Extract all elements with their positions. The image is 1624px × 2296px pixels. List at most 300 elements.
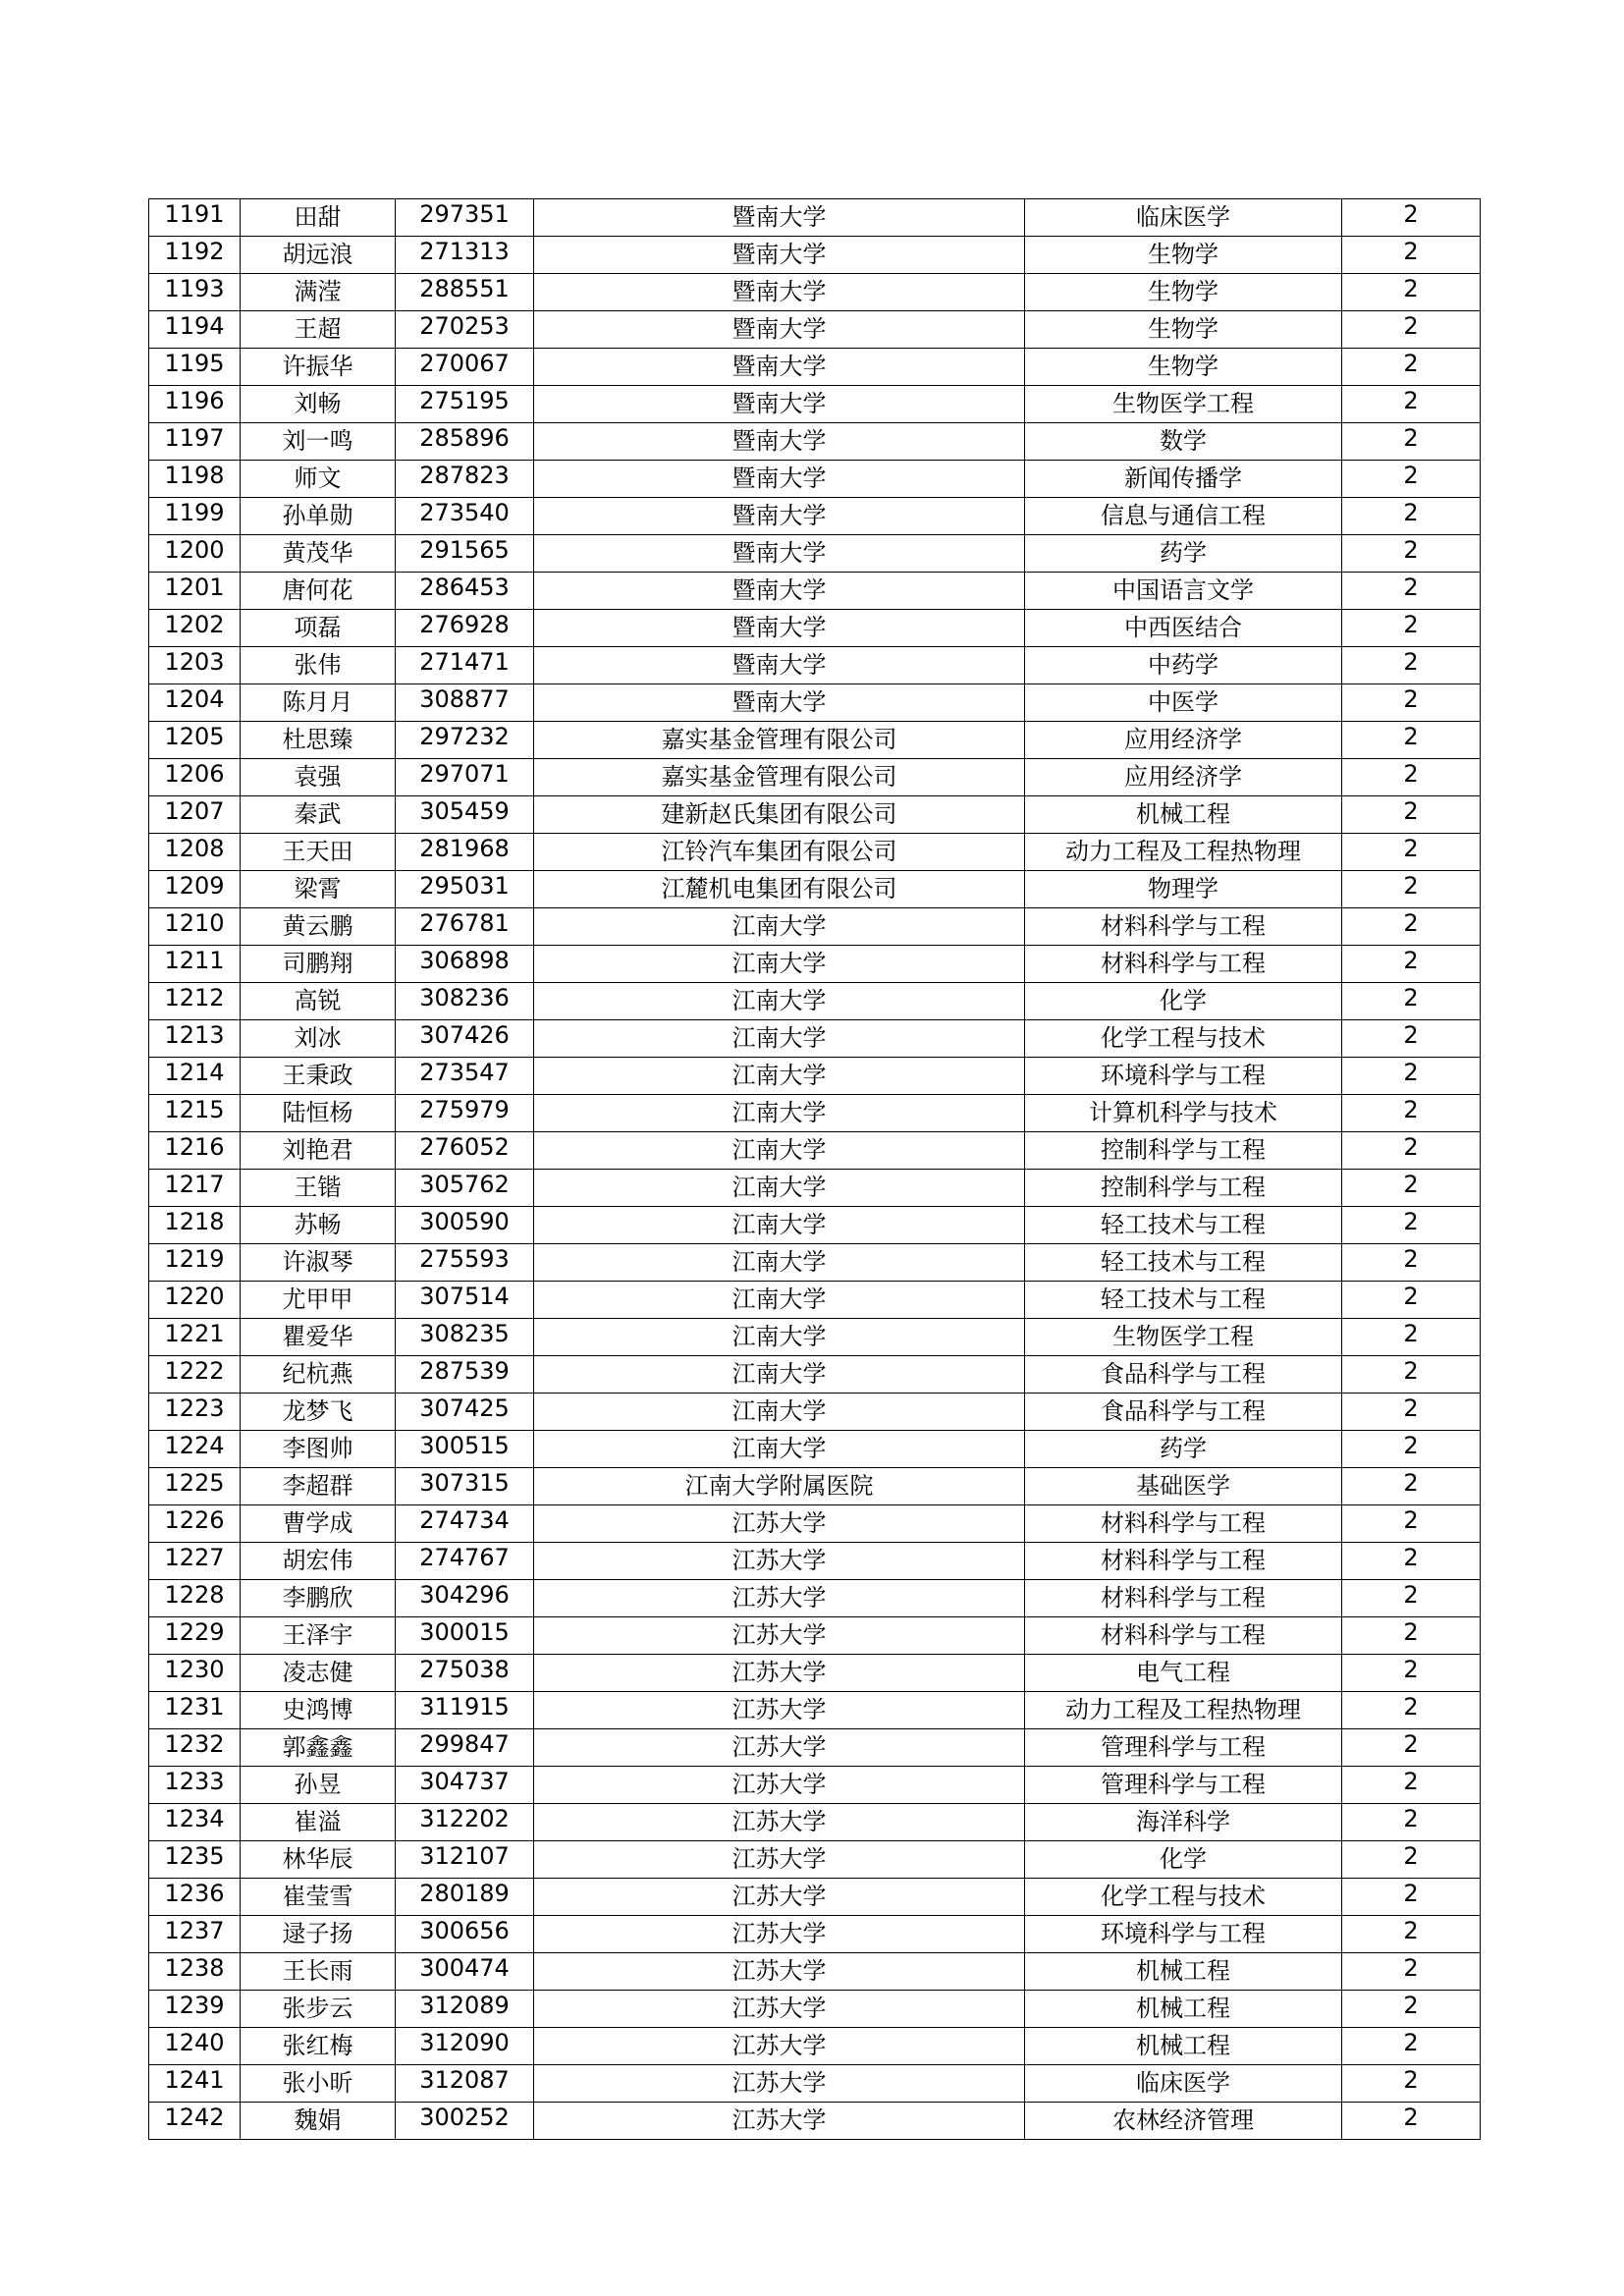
row-number-cell: 1220 bbox=[149, 1282, 241, 1319]
unit-cell: 暨南大学 bbox=[534, 349, 1025, 386]
row-number-cell: 1230 bbox=[149, 1655, 241, 1692]
major-cell: 控制科学与工程 bbox=[1025, 1132, 1342, 1170]
name-cell: 瞿爱华 bbox=[241, 1319, 396, 1356]
count-cell: 2 bbox=[1342, 1804, 1481, 1841]
major-cell: 生物医学工程 bbox=[1025, 386, 1342, 423]
count-cell: 2 bbox=[1342, 1468, 1481, 1505]
row-number-cell: 1218 bbox=[149, 1207, 241, 1244]
count-cell: 2 bbox=[1342, 908, 1481, 946]
table-row bbox=[149, 2028, 1481, 2065]
count-cell: 2 bbox=[1342, 1991, 1481, 2028]
unit-cell: 江南大学 bbox=[534, 1058, 1025, 1095]
major-cell: 生物学 bbox=[1025, 274, 1342, 311]
count-cell: 2 bbox=[1342, 535, 1481, 573]
id-cell: 275195 bbox=[396, 386, 534, 423]
count-cell: 2 bbox=[1342, 722, 1481, 759]
count-cell: 2 bbox=[1342, 1953, 1481, 1991]
table-row bbox=[149, 274, 1481, 311]
table-row bbox=[149, 1953, 1481, 1991]
row-number-cell: 1222 bbox=[149, 1356, 241, 1394]
major-cell: 材料科学与工程 bbox=[1025, 1543, 1342, 1580]
major-cell: 材料科学与工程 bbox=[1025, 1617, 1342, 1655]
id-cell: 300015 bbox=[396, 1617, 534, 1655]
unit-cell: 江南大学 bbox=[534, 1095, 1025, 1132]
row-number-cell: 1232 bbox=[149, 1729, 241, 1767]
count-cell: 2 bbox=[1342, 237, 1481, 274]
count-cell: 2 bbox=[1342, 1729, 1481, 1767]
unit-cell: 暨南大学 bbox=[534, 461, 1025, 498]
id-cell: 291565 bbox=[396, 535, 534, 573]
unit-cell: 江铃汽车集团有限公司 bbox=[534, 834, 1025, 871]
unit-cell: 江南大学 bbox=[534, 1356, 1025, 1394]
unit-cell: 江南大学 bbox=[534, 1282, 1025, 1319]
major-cell: 海洋科学 bbox=[1025, 1804, 1342, 1841]
table-row bbox=[149, 1692, 1481, 1729]
unit-cell: 暨南大学 bbox=[534, 386, 1025, 423]
unit-cell: 江苏大学 bbox=[534, 1617, 1025, 1655]
major-cell: 临床医学 bbox=[1025, 199, 1342, 237]
count-cell: 2 bbox=[1342, 349, 1481, 386]
table-row bbox=[149, 1394, 1481, 1431]
count-cell: 2 bbox=[1342, 1394, 1481, 1431]
row-number-cell: 1242 bbox=[149, 2103, 241, 2140]
table-row bbox=[149, 1058, 1481, 1095]
table-row bbox=[149, 1767, 1481, 1804]
major-cell: 中药学 bbox=[1025, 647, 1342, 684]
table-row bbox=[149, 1095, 1481, 1132]
major-cell: 材料科学与工程 bbox=[1025, 1505, 1342, 1543]
name-cell: 张小昕 bbox=[241, 2065, 396, 2103]
row-number-cell: 1205 bbox=[149, 722, 241, 759]
major-cell: 化学 bbox=[1025, 983, 1342, 1020]
id-cell: 276052 bbox=[396, 1132, 534, 1170]
id-cell: 300590 bbox=[396, 1207, 534, 1244]
id-cell: 307514 bbox=[396, 1282, 534, 1319]
name-cell: 唐何花 bbox=[241, 573, 396, 610]
unit-cell: 暨南大学 bbox=[534, 199, 1025, 237]
name-cell: 魏娟 bbox=[241, 2103, 396, 2140]
table-body bbox=[149, 199, 1481, 2140]
name-cell: 杜思臻 bbox=[241, 722, 396, 759]
major-cell: 新闻传播学 bbox=[1025, 461, 1342, 498]
id-cell: 275979 bbox=[396, 1095, 534, 1132]
table-row bbox=[149, 796, 1481, 834]
table-row bbox=[149, 610, 1481, 647]
count-cell: 2 bbox=[1342, 274, 1481, 311]
id-cell: 295031 bbox=[396, 871, 534, 908]
count-cell: 2 bbox=[1342, 1505, 1481, 1543]
id-cell: 271471 bbox=[396, 647, 534, 684]
major-cell: 物理学 bbox=[1025, 871, 1342, 908]
unit-cell: 江南大学附属医院 bbox=[534, 1468, 1025, 1505]
major-cell: 化学 bbox=[1025, 1841, 1342, 1879]
table-row bbox=[149, 1207, 1481, 1244]
id-cell: 312089 bbox=[396, 1991, 534, 2028]
row-number-cell: 1227 bbox=[149, 1543, 241, 1580]
row-number-cell: 1231 bbox=[149, 1692, 241, 1729]
table-row bbox=[149, 573, 1481, 610]
row-number-cell: 1200 bbox=[149, 535, 241, 573]
table-row bbox=[149, 1543, 1481, 1580]
table-row bbox=[149, 983, 1481, 1020]
name-cell: 黄茂华 bbox=[241, 535, 396, 573]
table-row bbox=[149, 386, 1481, 423]
count-cell: 2 bbox=[1342, 1767, 1481, 1804]
table-row bbox=[149, 2103, 1481, 2140]
major-cell: 轻工技术与工程 bbox=[1025, 1244, 1342, 1282]
unit-cell: 江南大学 bbox=[534, 983, 1025, 1020]
id-cell: 270067 bbox=[396, 349, 534, 386]
name-cell: 秦武 bbox=[241, 796, 396, 834]
table-row bbox=[149, 871, 1481, 908]
name-cell: 尤甲甲 bbox=[241, 1282, 396, 1319]
row-number-cell: 1226 bbox=[149, 1505, 241, 1543]
count-cell: 2 bbox=[1342, 1916, 1481, 1953]
row-number-cell: 1229 bbox=[149, 1617, 241, 1655]
name-cell: 逯子扬 bbox=[241, 1916, 396, 1953]
table-row bbox=[149, 647, 1481, 684]
count-cell: 2 bbox=[1342, 1207, 1481, 1244]
row-number-cell: 1234 bbox=[149, 1804, 241, 1841]
major-cell: 生物学 bbox=[1025, 237, 1342, 274]
id-cell: 281968 bbox=[396, 834, 534, 871]
id-cell: 300515 bbox=[396, 1431, 534, 1468]
unit-cell: 江苏大学 bbox=[534, 1953, 1025, 1991]
table-row bbox=[149, 1319, 1481, 1356]
row-number-cell: 1216 bbox=[149, 1132, 241, 1170]
name-cell: 孙单勋 bbox=[241, 498, 396, 535]
row-number-cell: 1196 bbox=[149, 386, 241, 423]
count-cell: 2 bbox=[1342, 1655, 1481, 1692]
count-cell: 2 bbox=[1342, 199, 1481, 237]
unit-cell: 江南大学 bbox=[534, 946, 1025, 983]
name-cell: 李鹏欣 bbox=[241, 1580, 396, 1617]
major-cell: 化学工程与技术 bbox=[1025, 1020, 1342, 1058]
major-cell: 生物学 bbox=[1025, 311, 1342, 349]
count-cell: 2 bbox=[1342, 1170, 1481, 1207]
unit-cell: 江苏大学 bbox=[534, 1879, 1025, 1916]
count-cell: 2 bbox=[1342, 498, 1481, 535]
unit-cell: 暨南大学 bbox=[534, 573, 1025, 610]
row-number-cell: 1210 bbox=[149, 908, 241, 946]
unit-cell: 江苏大学 bbox=[534, 1991, 1025, 2028]
unit-cell: 江南大学 bbox=[534, 1319, 1025, 1356]
count-cell: 2 bbox=[1342, 834, 1481, 871]
name-cell: 张红梅 bbox=[241, 2028, 396, 2065]
count-cell: 2 bbox=[1342, 684, 1481, 722]
major-cell: 中国语言文学 bbox=[1025, 573, 1342, 610]
count-cell: 2 bbox=[1342, 1058, 1481, 1095]
table-row bbox=[149, 1132, 1481, 1170]
row-number-cell: 1235 bbox=[149, 1841, 241, 1879]
table-row bbox=[149, 1431, 1481, 1468]
major-cell: 药学 bbox=[1025, 535, 1342, 573]
major-cell: 环境科学与工程 bbox=[1025, 1916, 1342, 1953]
name-cell: 纪杭燕 bbox=[241, 1356, 396, 1394]
id-cell: 305762 bbox=[396, 1170, 534, 1207]
unit-cell: 江苏大学 bbox=[534, 2103, 1025, 2140]
table-row bbox=[149, 1617, 1481, 1655]
major-cell: 机械工程 bbox=[1025, 1953, 1342, 1991]
name-cell: 崔莹雪 bbox=[241, 1879, 396, 1916]
unit-cell: 江南大学 bbox=[534, 1170, 1025, 1207]
count-cell: 2 bbox=[1342, 2103, 1481, 2140]
count-cell: 2 bbox=[1342, 1020, 1481, 1058]
id-cell: 308235 bbox=[396, 1319, 534, 1356]
major-cell: 计算机科学与技术 bbox=[1025, 1095, 1342, 1132]
id-cell: 288551 bbox=[396, 274, 534, 311]
table-row bbox=[149, 461, 1481, 498]
name-cell: 刘一鸣 bbox=[241, 423, 396, 461]
name-cell: 孙昱 bbox=[241, 1767, 396, 1804]
name-cell: 李超群 bbox=[241, 1468, 396, 1505]
major-cell: 机械工程 bbox=[1025, 1991, 1342, 2028]
count-cell: 2 bbox=[1342, 2028, 1481, 2065]
name-cell: 黄云鹏 bbox=[241, 908, 396, 946]
major-cell: 动力工程及工程热物理 bbox=[1025, 1692, 1342, 1729]
row-number-cell: 1206 bbox=[149, 759, 241, 796]
count-cell: 2 bbox=[1342, 2065, 1481, 2103]
name-cell: 张伟 bbox=[241, 647, 396, 684]
id-cell: 270253 bbox=[396, 311, 534, 349]
table-row bbox=[149, 1356, 1481, 1394]
name-cell: 胡宏伟 bbox=[241, 1543, 396, 1580]
id-cell: 271313 bbox=[396, 237, 534, 274]
row-number-cell: 1203 bbox=[149, 647, 241, 684]
unit-cell: 江苏大学 bbox=[534, 1729, 1025, 1767]
name-cell: 刘畅 bbox=[241, 386, 396, 423]
name-cell: 项磊 bbox=[241, 610, 396, 647]
id-cell: 312202 bbox=[396, 1804, 534, 1841]
major-cell: 机械工程 bbox=[1025, 796, 1342, 834]
id-cell: 273547 bbox=[396, 1058, 534, 1095]
unit-cell: 江南大学 bbox=[534, 1431, 1025, 1468]
table-row bbox=[149, 1468, 1481, 1505]
name-cell: 崔溢 bbox=[241, 1804, 396, 1841]
row-number-cell: 1204 bbox=[149, 684, 241, 722]
table-row bbox=[149, 199, 1481, 237]
row-number-cell: 1191 bbox=[149, 199, 241, 237]
unit-cell: 嘉实基金管理有限公司 bbox=[534, 722, 1025, 759]
id-cell: 307426 bbox=[396, 1020, 534, 1058]
id-cell: 308877 bbox=[396, 684, 534, 722]
row-number-cell: 1212 bbox=[149, 983, 241, 1020]
table-row bbox=[149, 1505, 1481, 1543]
major-cell: 管理科学与工程 bbox=[1025, 1729, 1342, 1767]
unit-cell: 江苏大学 bbox=[534, 1543, 1025, 1580]
row-number-cell: 1228 bbox=[149, 1580, 241, 1617]
id-cell: 287539 bbox=[396, 1356, 534, 1394]
id-cell: 274734 bbox=[396, 1505, 534, 1543]
row-number-cell: 1225 bbox=[149, 1468, 241, 1505]
id-cell: 275038 bbox=[396, 1655, 534, 1692]
table-row bbox=[149, 1916, 1481, 1953]
name-cell: 陈月月 bbox=[241, 684, 396, 722]
major-cell: 动力工程及工程热物理 bbox=[1025, 834, 1342, 871]
major-cell: 基础医学 bbox=[1025, 1468, 1342, 1505]
table-row bbox=[149, 1244, 1481, 1282]
table-row bbox=[149, 237, 1481, 274]
unit-cell: 江苏大学 bbox=[534, 2065, 1025, 2103]
count-cell: 2 bbox=[1342, 1879, 1481, 1916]
count-cell: 2 bbox=[1342, 983, 1481, 1020]
id-cell: 304296 bbox=[396, 1580, 534, 1617]
unit-cell: 暨南大学 bbox=[534, 237, 1025, 274]
row-number-cell: 1208 bbox=[149, 834, 241, 871]
name-cell: 林华辰 bbox=[241, 1841, 396, 1879]
row-number-cell: 1237 bbox=[149, 1916, 241, 1953]
unit-cell: 江南大学 bbox=[534, 1394, 1025, 1431]
id-cell: 287823 bbox=[396, 461, 534, 498]
id-cell: 280189 bbox=[396, 1879, 534, 1916]
count-cell: 2 bbox=[1342, 1580, 1481, 1617]
table-row bbox=[149, 684, 1481, 722]
unit-cell: 嘉实基金管理有限公司 bbox=[534, 759, 1025, 796]
major-cell: 中医学 bbox=[1025, 684, 1342, 722]
count-cell: 2 bbox=[1342, 1244, 1481, 1282]
row-number-cell: 1241 bbox=[149, 2065, 241, 2103]
count-cell: 2 bbox=[1342, 647, 1481, 684]
name-cell: 王天田 bbox=[241, 834, 396, 871]
name-cell: 郭鑫鑫 bbox=[241, 1729, 396, 1767]
count-cell: 2 bbox=[1342, 946, 1481, 983]
id-cell: 297232 bbox=[396, 722, 534, 759]
major-cell: 轻工技术与工程 bbox=[1025, 1282, 1342, 1319]
row-number-cell: 1219 bbox=[149, 1244, 241, 1282]
id-cell: 297351 bbox=[396, 199, 534, 237]
name-cell: 胡远浪 bbox=[241, 237, 396, 274]
table-row bbox=[149, 2065, 1481, 2103]
count-cell: 2 bbox=[1342, 1543, 1481, 1580]
row-number-cell: 1215 bbox=[149, 1095, 241, 1132]
table-row bbox=[149, 759, 1481, 796]
unit-cell: 暨南大学 bbox=[534, 610, 1025, 647]
name-cell: 曹学成 bbox=[241, 1505, 396, 1543]
major-cell: 应用经济学 bbox=[1025, 759, 1342, 796]
major-cell: 控制科学与工程 bbox=[1025, 1170, 1342, 1207]
unit-cell: 江苏大学 bbox=[534, 1804, 1025, 1841]
row-number-cell: 1193 bbox=[149, 274, 241, 311]
row-number-cell: 1217 bbox=[149, 1170, 241, 1207]
id-cell: 307425 bbox=[396, 1394, 534, 1431]
name-cell: 凌志健 bbox=[241, 1655, 396, 1692]
unit-cell: 江麓机电集团有限公司 bbox=[534, 871, 1025, 908]
row-number-cell: 1238 bbox=[149, 1953, 241, 1991]
table-row bbox=[149, 1729, 1481, 1767]
name-cell: 司鹏翔 bbox=[241, 946, 396, 983]
count-cell: 2 bbox=[1342, 461, 1481, 498]
table-row bbox=[149, 535, 1481, 573]
id-cell: 276928 bbox=[396, 610, 534, 647]
major-cell: 环境科学与工程 bbox=[1025, 1058, 1342, 1095]
major-cell: 农林经济管理 bbox=[1025, 2103, 1342, 2140]
count-cell: 2 bbox=[1342, 1282, 1481, 1319]
unit-cell: 暨南大学 bbox=[534, 684, 1025, 722]
name-cell: 王锴 bbox=[241, 1170, 396, 1207]
unit-cell: 江南大学 bbox=[534, 1020, 1025, 1058]
major-cell: 机械工程 bbox=[1025, 2028, 1342, 2065]
count-cell: 2 bbox=[1342, 610, 1481, 647]
data-table bbox=[148, 198, 1481, 2140]
id-cell: 285896 bbox=[396, 423, 534, 461]
unit-cell: 江苏大学 bbox=[534, 1505, 1025, 1543]
name-cell: 王秉政 bbox=[241, 1058, 396, 1095]
name-cell: 张步云 bbox=[241, 1991, 396, 2028]
row-number-cell: 1236 bbox=[149, 1879, 241, 1916]
unit-cell: 暨南大学 bbox=[534, 311, 1025, 349]
row-number-cell: 1202 bbox=[149, 610, 241, 647]
unit-cell: 江南大学 bbox=[534, 908, 1025, 946]
name-cell: 王泽宇 bbox=[241, 1617, 396, 1655]
id-cell: 306898 bbox=[396, 946, 534, 983]
count-cell: 2 bbox=[1342, 1356, 1481, 1394]
table-row bbox=[149, 349, 1481, 386]
id-cell: 274767 bbox=[396, 1543, 534, 1580]
unit-cell: 暨南大学 bbox=[534, 535, 1025, 573]
table-row bbox=[149, 1879, 1481, 1916]
major-cell: 化学工程与技术 bbox=[1025, 1879, 1342, 1916]
id-cell: 275593 bbox=[396, 1244, 534, 1282]
table-row bbox=[149, 1991, 1481, 2028]
id-cell: 308236 bbox=[396, 983, 534, 1020]
unit-cell: 江南大学 bbox=[534, 1244, 1025, 1282]
name-cell: 龙梦飞 bbox=[241, 1394, 396, 1431]
count-cell: 2 bbox=[1342, 759, 1481, 796]
name-cell: 李图帅 bbox=[241, 1431, 396, 1468]
count-cell: 2 bbox=[1342, 573, 1481, 610]
count-cell: 2 bbox=[1342, 1095, 1481, 1132]
unit-cell: 江苏大学 bbox=[534, 1916, 1025, 1953]
name-cell: 许振华 bbox=[241, 349, 396, 386]
row-number-cell: 1224 bbox=[149, 1431, 241, 1468]
id-cell: 299847 bbox=[396, 1729, 534, 1767]
count-cell: 2 bbox=[1342, 423, 1481, 461]
name-cell: 高锐 bbox=[241, 983, 396, 1020]
name-cell: 师文 bbox=[241, 461, 396, 498]
row-number-cell: 1211 bbox=[149, 946, 241, 983]
count-cell: 2 bbox=[1342, 311, 1481, 349]
name-cell: 田甜 bbox=[241, 199, 396, 237]
count-cell: 2 bbox=[1342, 1617, 1481, 1655]
row-number-cell: 1197 bbox=[149, 423, 241, 461]
id-cell: 312090 bbox=[396, 2028, 534, 2065]
major-cell: 药学 bbox=[1025, 1431, 1342, 1468]
id-cell: 297071 bbox=[396, 759, 534, 796]
major-cell: 轻工技术与工程 bbox=[1025, 1207, 1342, 1244]
major-cell: 材料科学与工程 bbox=[1025, 1580, 1342, 1617]
major-cell: 临床医学 bbox=[1025, 2065, 1342, 2103]
row-number-cell: 1223 bbox=[149, 1394, 241, 1431]
id-cell: 312107 bbox=[396, 1841, 534, 1879]
table-row bbox=[149, 722, 1481, 759]
id-cell: 300656 bbox=[396, 1916, 534, 1953]
name-cell: 满滢 bbox=[241, 274, 396, 311]
row-number-cell: 1192 bbox=[149, 237, 241, 274]
count-cell: 2 bbox=[1342, 1431, 1481, 1468]
table-row bbox=[149, 1655, 1481, 1692]
row-number-cell: 1199 bbox=[149, 498, 241, 535]
count-cell: 2 bbox=[1342, 1132, 1481, 1170]
row-number-cell: 1195 bbox=[149, 349, 241, 386]
id-cell: 300474 bbox=[396, 1953, 534, 1991]
major-cell: 数学 bbox=[1025, 423, 1342, 461]
major-cell: 生物医学工程 bbox=[1025, 1319, 1342, 1356]
id-cell: 307315 bbox=[396, 1468, 534, 1505]
table-row bbox=[149, 1841, 1481, 1879]
name-cell: 王长雨 bbox=[241, 1953, 396, 1991]
id-cell: 273540 bbox=[396, 498, 534, 535]
count-cell: 2 bbox=[1342, 1692, 1481, 1729]
